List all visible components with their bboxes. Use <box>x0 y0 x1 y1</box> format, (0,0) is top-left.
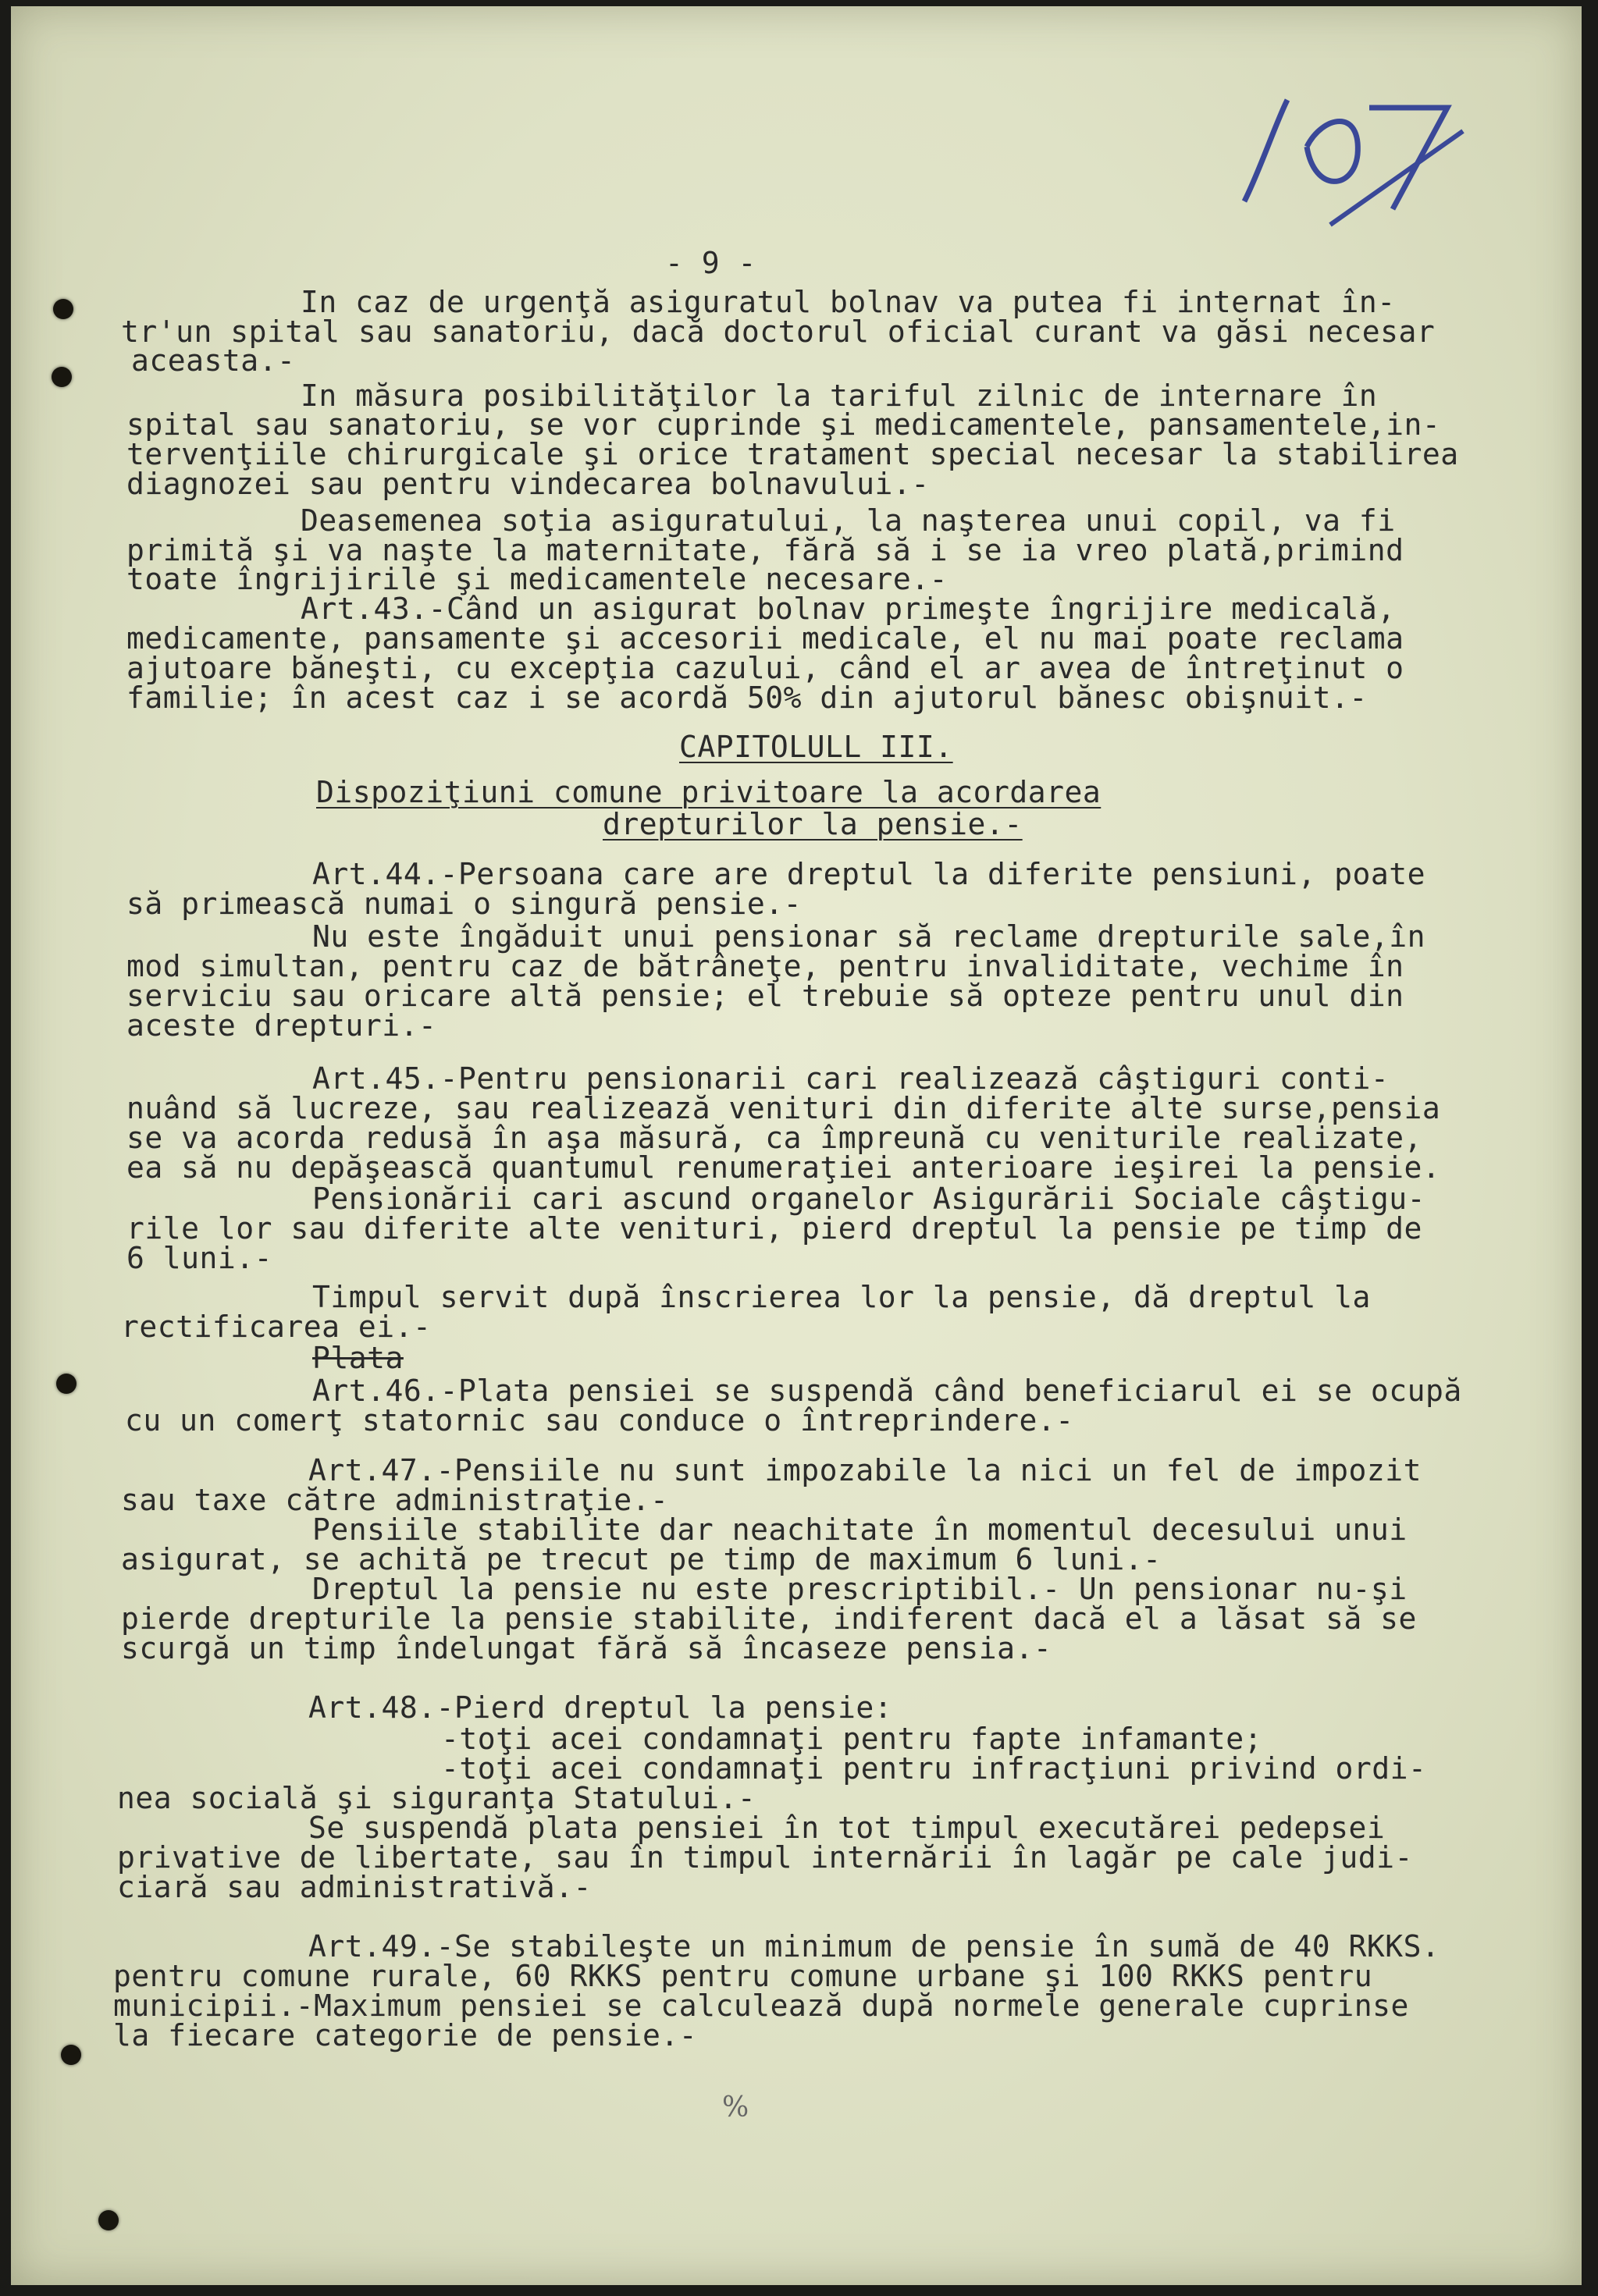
text-line: In caz de urgenţă asiguratul bolnav va putea fi internat în- <box>301 285 1396 319</box>
page-marker: - 9 - <box>665 246 756 280</box>
text-line: Art.48.-Pierd dreptul la pensie: <box>308 1690 893 1725</box>
text-line: Nu este îngăduit unui pensionar să reclame drepturile sale,în <box>312 919 1426 954</box>
text-line: asigurat, se achită pe trecut pe timp de maximum 6 luni.- <box>121 1542 1162 1576</box>
text-line: Pensiile stabilite dar neachitate în momentul decesului unui <box>312 1512 1408 1547</box>
text-line: cu un comerţ statornic sau conduce o întreprindere.- <box>125 1403 1074 1438</box>
text-line: -toţi acei condamnaţi pentru infracţiuni privind ordi- <box>441 1751 1427 1786</box>
text-line: toate îngrijirile şi medicamentele necesare.- <box>126 562 948 596</box>
text-line: ajutoare băneşti, cu excepţia cazului, când el ar avea de întreţinut o <box>126 651 1404 685</box>
text-line: privative de libertate, sau în timpul internării în lagăr pe cale judi- <box>117 1840 1413 1875</box>
text-line: medicamente, pansamente şi accesorii medicale, el nu mai poate reclama <box>126 621 1404 656</box>
handwritten-page-number <box>1213 53 1471 240</box>
text-line: 6 luni.- <box>126 1241 273 1275</box>
text-line: Dreptul la pensie nu este prescriptibil.- Un pensionar nu-şi <box>312 1572 1408 1606</box>
text-line: tervenţiile chirurgicale şi orice tratament special necesar la stabilirea <box>126 437 1459 471</box>
text-line: pierde drepturile la pensie stabilite, indiferent dacă el a lăsat să se <box>121 1601 1417 1636</box>
text-line: familie; în acest caz i se acordă 50% din ajutorul bănesc obişnuit.- <box>126 681 1368 715</box>
section-heading: drepturilor la pensie.- <box>603 807 1023 841</box>
text-line: Plata <box>312 1341 404 1375</box>
text-line: Art.46.-Plata pensiei se suspendă când beneficiarul ei se ocupă <box>312 1374 1462 1408</box>
text-line: Art.47.-Pensiile nu sunt impozabile la nici un fel de impozit <box>308 1453 1422 1487</box>
text-line: ea să nu depăşească quantumul renumeraţiei anterioare ieşirei la pensie. <box>126 1150 1441 1185</box>
section-heading: Dispoziţiuni comune privitoare la acordarea <box>316 775 1102 809</box>
text-line: nuând să lucreze, sau realizează venituri din diferite alte surse,pensia <box>126 1091 1441 1125</box>
text-line: Art.44.-Persoana care are dreptul la diferite pensiuni, poate <box>312 857 1426 891</box>
punch-hole <box>53 299 73 319</box>
chapter-heading: CAPITOLULL III. <box>679 730 953 764</box>
punch-hole <box>61 2045 81 2065</box>
punch-hole <box>56 1374 77 1394</box>
text-line: Art.43.-Când un asigurat bolnav primeşte îngrijire medicală, <box>301 592 1396 626</box>
text-line: -toţi acei condamnaţi pentru fapte infamante; <box>441 1722 1263 1756</box>
text-line: mod simultan, pentru caz de bătrâneţe, pentru invaliditate, vechime în <box>126 949 1404 983</box>
text-line: Se suspendă plata pensiei în tot timpul executărei pedepsei <box>308 1811 1386 1845</box>
text-line: serviciu sau oricare altă pensie; el trebuie să opteze pentru unul din <box>126 979 1404 1013</box>
text-line: Art.49.-Se stabileşte un minimum de pensie în sumă de 40 RKKS. <box>308 1929 1440 1964</box>
text-line: Deasemenea soţia asiguratului, la naşterea unui copil, va fi <box>301 503 1396 538</box>
text-line: nea socială şi siguranţa Statului.- <box>117 1781 756 1815</box>
text-line: In măsura posibilităţilor la tariful zilnic de internare în <box>301 379 1378 413</box>
text-line: scurgă un timp îndelungat fără să încaseze pensia.- <box>121 1631 1052 1665</box>
pencil-mark-icon: % <box>722 2092 749 2124</box>
text-line: spital sau sanatoriu, se vor cuprinde şi medicamentele, pansamentele,in- <box>126 407 1441 442</box>
text-line: rectificarea ei.- <box>121 1310 432 1344</box>
text-line: să primească numai o singură pensie.- <box>126 887 802 921</box>
text-line: la fiecare categorie de pensie.- <box>113 2018 698 2053</box>
pen-strike-icon <box>1213 53 1471 240</box>
text-line: municipii.-Maximum pensiei se calculează după normele generale cuprinse <box>113 1989 1409 2023</box>
text-line: tr'un spital sau sanatoriu, dacă doctorul oficial curant va găsi necesar <box>121 315 1436 349</box>
text-line: primită şi va naşte la maternitate, fără să i se ia vreo plată,primind <box>126 533 1404 567</box>
text-line: rile lor sau diferite alte venituri, pierd dreptul la pensie pe timp de <box>126 1211 1422 1246</box>
text-line: Pensionării cari ascund organelor Asigurării Sociale câştigu- <box>312 1182 1426 1216</box>
text-line: aceasta.- <box>131 343 296 378</box>
text-line: pentru comune rurale, 60 RKKS pentru comune urbane şi 100 RKKS pentru <box>113 1959 1373 1993</box>
punch-hole <box>98 2210 119 2230</box>
text-line: Timpul servit după înscrierea lor la pensie, dă dreptul la <box>312 1280 1371 1314</box>
text-line: Art.45.-Pentru pensionarii cari realizează câştiguri conti- <box>312 1061 1390 1096</box>
text-line: se va acorda redusă în aşa măsură, ca împreună cu veniturile realizate, <box>126 1121 1422 1155</box>
text-line: sau taxe către administraţie.- <box>121 1483 669 1517</box>
text-line: diagnozei sau pentru vindecarea bolnavului.- <box>126 467 930 501</box>
text-line: aceste drepturi.- <box>126 1008 437 1043</box>
text-line: ciară sau administrativă.- <box>117 1870 592 1904</box>
punch-hole <box>52 367 72 387</box>
